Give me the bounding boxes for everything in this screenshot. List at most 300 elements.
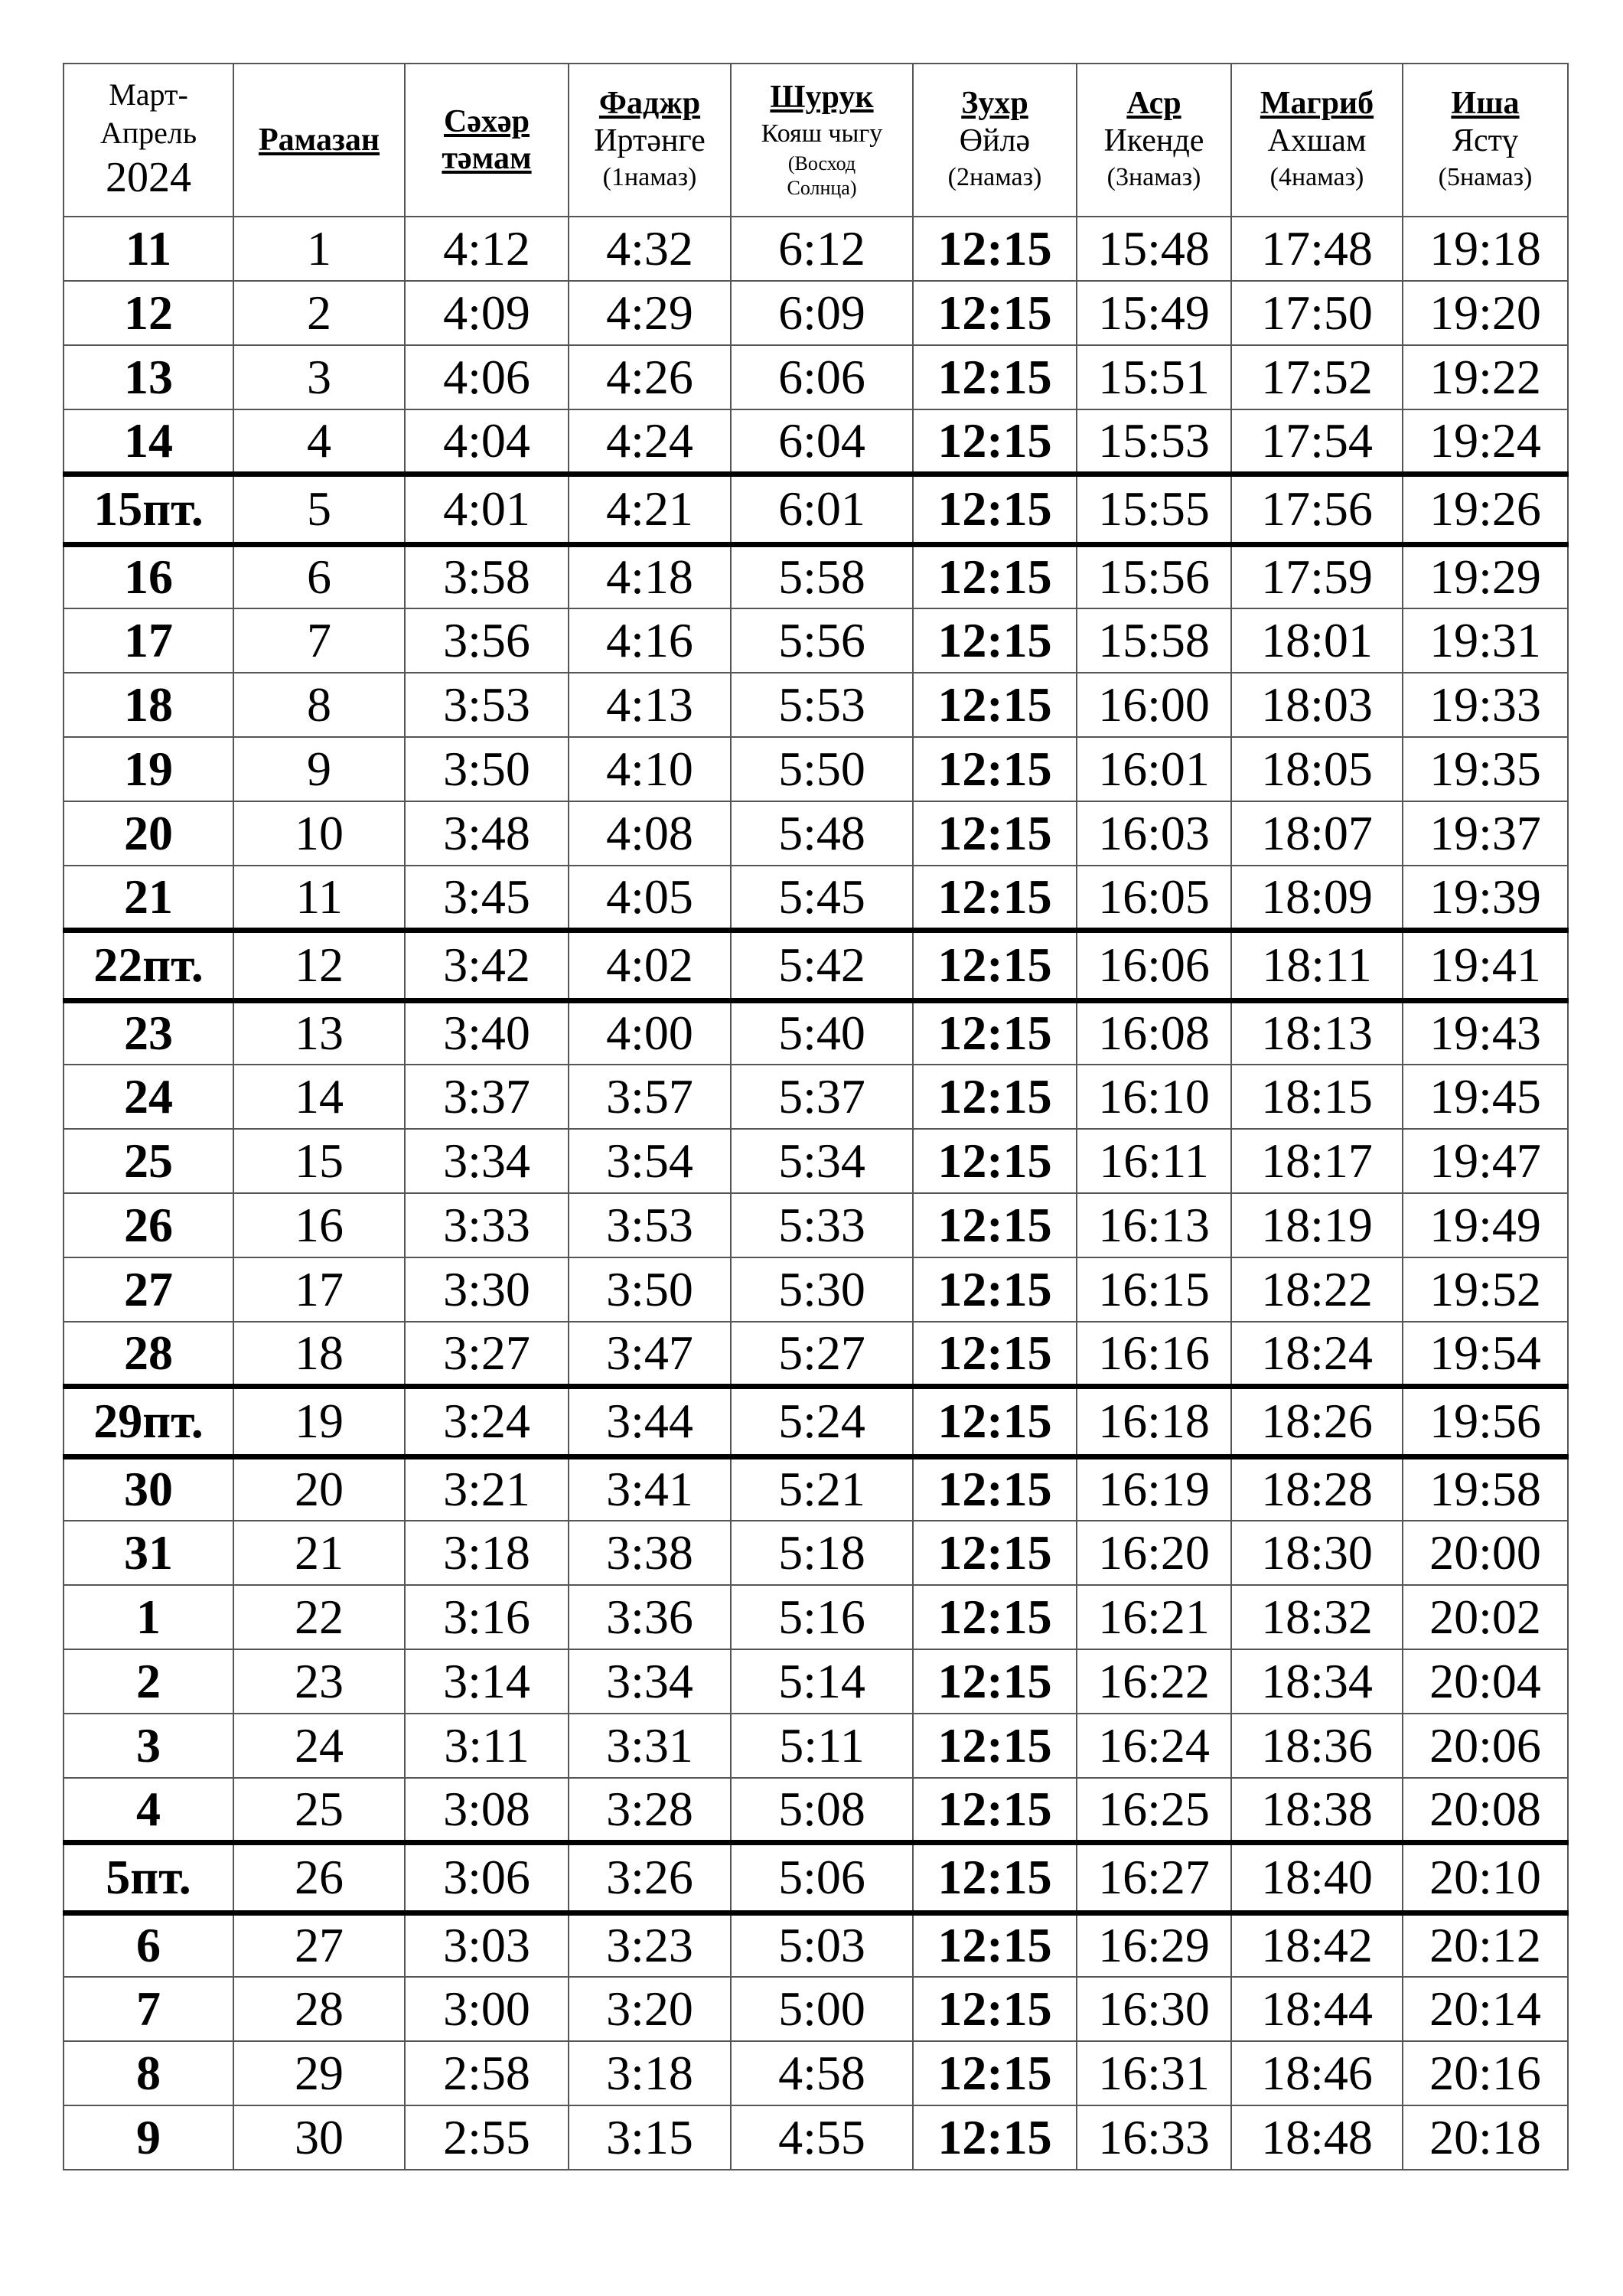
zuhr-time-cell: 12:15 [913,1129,1077,1193]
fajr-time-cell: 3:54 [569,1129,731,1193]
maghrib-time-cell: 18:48 [1231,2105,1403,2170]
zuhr-time-cell: 12:15 [913,1322,1077,1386]
sahar-time-cell: 3:27 [405,1322,569,1386]
zuhr-time-cell: 12:15 [913,1977,1077,2041]
ramadan-day-cell: 7 [233,608,405,673]
shuruk-time-cell: 5:24 [731,1386,913,1456]
date-cell: 5пт. [64,1842,233,1913]
asr-time-cell: 16:08 [1077,1000,1231,1065]
table-row [64,1842,1568,1913]
asr-time-cell: 16:22 [1077,1649,1231,1714]
zuhr-time-cell: 12:15 [913,2105,1077,2170]
date-cell: 21 [64,866,233,930]
table-header [64,64,1568,217]
header-ramadan [233,64,405,217]
fajr-time-cell: 3:57 [569,1065,731,1129]
fajr-time-cell: 3:41 [569,1456,731,1521]
zuhr-time-cell: 12:15 [913,1065,1077,1129]
asr-time-cell: 16:24 [1077,1714,1231,1778]
date-cell: 18 [64,673,233,737]
ramadan-day-cell: 12 [233,930,405,1000]
ramadan-day-cell: 4 [233,409,405,474]
maghrib-time-cell: 18:26 [1231,1386,1403,1456]
shuruk-time-cell: 5:11 [731,1714,913,1778]
isha-time-cell: 19:18 [1403,217,1568,281]
header-shuruk-tatar: Кояш чыгу [761,119,883,148]
fajr-time-cell: 4:24 [569,409,731,474]
sahar-time-cell: 3:40 [405,1000,569,1065]
zuhr-time-cell: 12:15 [913,1585,1077,1649]
isha-time-cell: 19:24 [1403,409,1568,474]
table-row [64,1521,1568,1585]
fajr-time-cell: 3:50 [569,1257,731,1322]
fajr-time-cell: 3:53 [569,1193,731,1257]
date-cell: 23 [64,1000,233,1065]
isha-time-cell: 19:56 [1403,1386,1568,1456]
maghrib-time-cell: 18:24 [1231,1322,1403,1386]
maghrib-time-cell: 18:11 [1231,930,1403,1000]
shuruk-time-cell: 6:09 [731,281,913,345]
table-row [64,1193,1568,1257]
sahar-time-cell: 3:03 [405,1913,569,1977]
fajr-time-cell: 4:02 [569,930,731,1000]
asr-time-cell: 16:31 [1077,2041,1231,2105]
date-cell: 27 [64,1257,233,1322]
fajr-time-cell: 4:08 [569,801,731,866]
asr-time-cell: 16:06 [1077,930,1231,1000]
header-maghrib-namaz: (4намаз) [1269,163,1364,192]
date-cell: 7 [64,1977,233,2041]
header-zuhr-label: Зухр [961,85,1028,121]
date-cell: 6 [64,1913,233,1977]
ramadan-day-cell: 16 [233,1193,405,1257]
maghrib-time-cell: 18:22 [1231,1257,1403,1322]
asr-time-cell: 16:18 [1077,1386,1231,1456]
maghrib-time-cell: 18:19 [1231,1193,1403,1257]
header-sahar [405,64,569,217]
table-row [64,930,1568,1000]
isha-time-cell: 20:10 [1403,1842,1568,1913]
maghrib-time-cell: 17:50 [1231,281,1403,345]
table-row [64,281,1568,345]
prayer-schedule-page [63,63,1567,2170]
fajr-time-cell: 3:44 [569,1386,731,1456]
maghrib-time-cell: 18:15 [1231,1065,1403,1129]
ramadan-day-cell: 1 [233,217,405,281]
ramadan-day-cell: 10 [233,801,405,866]
ramadan-day-cell: 23 [233,1649,405,1714]
sahar-time-cell: 3:30 [405,1257,569,1322]
asr-time-cell: 16:01 [1077,737,1231,801]
ramadan-day-cell: 18 [233,1322,405,1386]
ramadan-day-cell: 28 [233,1977,405,2041]
isha-time-cell: 19:35 [1403,737,1568,801]
header-sahar-line1: Сәхәр [444,103,530,139]
date-cell: 28 [64,1322,233,1386]
sahar-time-cell: 3:56 [405,608,569,673]
isha-time-cell: 20:06 [1403,1714,1568,1778]
shuruk-time-cell: 6:12 [731,217,913,281]
date-cell: 13 [64,345,233,409]
isha-time-cell: 19:31 [1403,608,1568,673]
isha-time-cell: 20:16 [1403,2041,1568,2105]
zuhr-time-cell: 12:15 [913,345,1077,409]
header-year: 2024 [106,154,191,202]
fajr-time-cell: 4:05 [569,866,731,930]
ramadan-day-cell: 2 [233,281,405,345]
shuruk-time-cell: 5:34 [731,1129,913,1193]
shuruk-time-cell: 5:58 [731,544,913,608]
asr-time-cell: 16:20 [1077,1521,1231,1585]
isha-time-cell: 19:20 [1403,281,1568,345]
table-row [64,1714,1568,1778]
isha-time-cell: 19:29 [1403,544,1568,608]
isha-time-cell: 20:00 [1403,1521,1568,1585]
date-cell: 8 [64,2041,233,2105]
table-row [64,1977,1568,2041]
header-fajr-label: Фаджр [598,85,701,121]
maghrib-time-cell: 18:44 [1231,1977,1403,2041]
zuhr-time-cell: 12:15 [913,1714,1077,1778]
zuhr-time-cell: 12:15 [913,1521,1077,1585]
fajr-time-cell: 4:32 [569,217,731,281]
shuruk-time-cell: 6:06 [731,345,913,409]
ramadan-day-cell: 30 [233,2105,405,2170]
header-month-year [64,64,233,217]
ramadan-day-cell: 17 [233,1257,405,1322]
shuruk-time-cell: 5:06 [731,1842,913,1913]
header-maghrib-label: Магриб [1260,85,1374,121]
asr-time-cell: 16:19 [1077,1456,1231,1521]
zuhr-time-cell: 12:15 [913,608,1077,673]
isha-time-cell: 19:22 [1403,345,1568,409]
zuhr-time-cell: 12:15 [913,866,1077,930]
date-cell: 31 [64,1521,233,1585]
asr-time-cell: 15:49 [1077,281,1231,345]
sahar-time-cell: 4:06 [405,345,569,409]
maghrib-time-cell: 18:42 [1231,1913,1403,1977]
zuhr-time-cell: 12:15 [913,1456,1077,1521]
date-cell: 17 [64,608,233,673]
asr-time-cell: 16:33 [1077,2105,1231,2170]
isha-time-cell: 19:58 [1403,1456,1568,1521]
maghrib-time-cell: 17:54 [1231,409,1403,474]
maghrib-time-cell: 18:36 [1231,1714,1403,1778]
date-cell: 14 [64,409,233,474]
fajr-time-cell: 4:29 [569,281,731,345]
table-row [64,217,1568,281]
sahar-time-cell: 3:58 [405,544,569,608]
sahar-time-cell: 4:12 [405,217,569,281]
maghrib-time-cell: 18:17 [1231,1129,1403,1193]
shuruk-time-cell: 5:03 [731,1913,913,1977]
table-row [64,474,1568,544]
date-cell: 20 [64,801,233,866]
sahar-time-cell: 3:11 [405,1714,569,1778]
shuruk-time-cell: 5:56 [731,608,913,673]
table-row [64,2105,1568,2170]
isha-time-cell: 19:49 [1403,1193,1568,1257]
zuhr-time-cell: 12:15 [913,930,1077,1000]
header-fajr-tatar: Иртәнге [594,123,706,158]
header-zuhr [913,64,1077,217]
zuhr-time-cell: 12:15 [913,1257,1077,1322]
isha-time-cell: 19:41 [1403,930,1568,1000]
zuhr-time-cell: 12:15 [913,474,1077,544]
fajr-time-cell: 3:15 [569,2105,731,2170]
asr-time-cell: 16:27 [1077,1842,1231,1913]
header-isha [1403,64,1568,217]
sahar-time-cell: 4:04 [405,409,569,474]
date-cell: 11 [64,217,233,281]
asr-time-cell: 16:29 [1077,1913,1231,1977]
shuruk-time-cell: 5:16 [731,1585,913,1649]
table-row [64,1913,1568,1977]
sahar-time-cell: 4:09 [405,281,569,345]
header-maghrib [1231,64,1403,217]
asr-time-cell: 15:58 [1077,608,1231,673]
table-row [64,673,1568,737]
shuruk-time-cell: 5:50 [731,737,913,801]
ramadan-day-cell: 5 [233,474,405,544]
maghrib-time-cell: 18:07 [1231,801,1403,866]
maghrib-time-cell: 18:28 [1231,1456,1403,1521]
sahar-time-cell: 3:33 [405,1193,569,1257]
asr-time-cell: 16:25 [1077,1778,1231,1842]
table-row [64,1000,1568,1065]
maghrib-time-cell: 17:56 [1231,474,1403,544]
ramadan-day-cell: 26 [233,1842,405,1913]
sahar-time-cell: 3:24 [405,1386,569,1456]
header-asr-namaz: (3намаз) [1106,163,1201,192]
shuruk-time-cell: 5:27 [731,1322,913,1386]
date-cell: 19 [64,737,233,801]
header-shuruk-russian-line2: Солнца) [787,177,857,200]
date-cell: 4 [64,1778,233,1842]
date-cell: 22пт. [64,930,233,1000]
header-shuruk [731,64,913,217]
fajr-time-cell: 4:13 [569,673,731,737]
shuruk-time-cell: 5:18 [731,1521,913,1585]
header-asr [1077,64,1231,217]
table-row [64,1257,1568,1322]
fajr-time-cell: 3:20 [569,1977,731,2041]
fajr-time-cell: 4:26 [569,345,731,409]
maghrib-time-cell: 18:13 [1231,1000,1403,1065]
maghrib-time-cell: 17:59 [1231,544,1403,608]
asr-time-cell: 16:00 [1077,673,1231,737]
zuhr-time-cell: 12:15 [913,1386,1077,1456]
shuruk-time-cell: 5:40 [731,1000,913,1065]
shuruk-time-cell: 5:45 [731,866,913,930]
date-cell: 24 [64,1065,233,1129]
shuruk-time-cell: 5:48 [731,801,913,866]
maghrib-time-cell: 18:01 [1231,608,1403,673]
maghrib-time-cell: 17:52 [1231,345,1403,409]
isha-time-cell: 19:52 [1403,1257,1568,1322]
fajr-time-cell: 3:34 [569,1649,731,1714]
asr-time-cell: 16:10 [1077,1065,1231,1129]
asr-time-cell: 15:51 [1077,345,1231,409]
ramadan-day-cell: 19 [233,1386,405,1456]
table-row [64,1065,1568,1129]
ramadan-day-cell: 8 [233,673,405,737]
ramadan-day-cell: 25 [233,1778,405,1842]
header-fajr-namaz: (1намаз) [602,163,697,192]
header-sahar-line2: тәмам [442,141,532,176]
header-zuhr-namaz: (2намаз) [947,163,1042,192]
ramadan-day-cell: 15 [233,1129,405,1193]
header-shuruk-label: Шурук [770,80,874,116]
date-cell: 15пт. [64,474,233,544]
shuruk-time-cell: 5:42 [731,930,913,1000]
sahar-time-cell: 3:48 [405,801,569,866]
isha-time-cell: 19:37 [1403,801,1568,866]
zuhr-time-cell: 12:15 [913,409,1077,474]
table-row [64,1322,1568,1386]
ramadan-day-cell: 20 [233,1456,405,1521]
sahar-time-cell: 2:55 [405,2105,569,2170]
header-zuhr-tatar: Өйлә [959,123,1031,158]
header-maghrib-tatar: Ахшам [1267,123,1367,158]
asr-time-cell: 16:30 [1077,1977,1231,2041]
maghrib-time-cell: 18:34 [1231,1649,1403,1714]
table-row [64,1585,1568,1649]
zuhr-time-cell: 12:15 [913,544,1077,608]
isha-time-cell: 19:47 [1403,1129,1568,1193]
maghrib-time-cell: 18:09 [1231,866,1403,930]
header-shuruk-russian-line1: (Восход [787,152,856,174]
zuhr-time-cell: 12:15 [913,801,1077,866]
maghrib-time-cell: 18:38 [1231,1778,1403,1842]
table-body [64,217,1568,2170]
maghrib-time-cell: 18:40 [1231,1842,1403,1913]
sahar-time-cell: 3:16 [405,1585,569,1649]
asr-time-cell: 16:05 [1077,866,1231,930]
fajr-time-cell: 3:23 [569,1913,731,1977]
sahar-time-cell: 2:58 [405,2041,569,2105]
ramadan-day-cell: 11 [233,866,405,930]
shuruk-time-cell: 6:04 [731,409,913,474]
zuhr-time-cell: 12:15 [913,281,1077,345]
sahar-time-cell: 3:37 [405,1065,569,1129]
asr-time-cell: 16:11 [1077,1129,1231,1193]
ramadan-day-cell: 14 [233,1065,405,1129]
fajr-time-cell: 3:26 [569,1842,731,1913]
fajr-time-cell: 3:38 [569,1521,731,1585]
isha-time-cell: 20:04 [1403,1649,1568,1714]
date-cell: 25 [64,1129,233,1193]
shuruk-time-cell: 5:30 [731,1257,913,1322]
maghrib-time-cell: 18:32 [1231,1585,1403,1649]
sahar-time-cell: 4:01 [405,474,569,544]
header-month-line2: Апрель [99,116,197,151]
ramadan-day-cell: 6 [233,544,405,608]
ramadan-day-cell: 13 [233,1000,405,1065]
date-cell: 1 [64,1585,233,1649]
ramadan-day-cell: 3 [233,345,405,409]
asr-time-cell: 15:56 [1077,544,1231,608]
zuhr-time-cell: 12:15 [913,1193,1077,1257]
isha-time-cell: 19:54 [1403,1322,1568,1386]
asr-time-cell: 15:53 [1077,409,1231,474]
shuruk-time-cell: 5:53 [731,673,913,737]
isha-time-cell: 19:45 [1403,1065,1568,1129]
table-row [64,2041,1568,2105]
asr-time-cell: 15:55 [1077,474,1231,544]
zuhr-time-cell: 12:15 [913,217,1077,281]
maghrib-time-cell: 18:30 [1231,1521,1403,1585]
sahar-time-cell: 3:08 [405,1778,569,1842]
isha-time-cell: 19:33 [1403,673,1568,737]
table-row [64,1129,1568,1193]
maghrib-time-cell: 18:05 [1231,737,1403,801]
isha-time-cell: 20:08 [1403,1778,1568,1842]
table-row [64,608,1568,673]
sahar-time-cell: 3:53 [405,673,569,737]
asr-time-cell: 16:15 [1077,1257,1231,1322]
sahar-time-cell: 3:21 [405,1456,569,1521]
header-ramadan-label: Рамазан [258,122,380,158]
isha-time-cell: 19:39 [1403,866,1568,930]
fajr-time-cell: 3:28 [569,1778,731,1842]
sahar-time-cell: 3:45 [405,866,569,930]
header-isha-label: Иша [1451,85,1520,121]
isha-time-cell: 20:12 [1403,1913,1568,1977]
date-cell: 12 [64,281,233,345]
header-isha-tatar: Ястү [1452,123,1518,158]
fajr-time-cell: 4:18 [569,544,731,608]
table-row [64,409,1568,474]
maghrib-time-cell: 18:03 [1231,673,1403,737]
ramadan-day-cell: 29 [233,2041,405,2105]
table-row [64,345,1568,409]
sahar-time-cell: 3:14 [405,1649,569,1714]
header-isha-namaz: (5намаз) [1438,163,1533,192]
sahar-time-cell: 3:34 [405,1129,569,1193]
shuruk-time-cell: 5:21 [731,1456,913,1521]
table-row [64,544,1568,608]
asr-time-cell: 15:48 [1077,217,1231,281]
zuhr-time-cell: 12:15 [913,673,1077,737]
header-row [64,64,1568,217]
isha-time-cell: 20:02 [1403,1585,1568,1649]
fajr-time-cell: 4:16 [569,608,731,673]
fajr-time-cell: 3:36 [569,1585,731,1649]
date-cell: 30 [64,1456,233,1521]
zuhr-time-cell: 12:15 [913,1778,1077,1842]
prayer-times-table [63,63,1569,2170]
date-cell: 3 [64,1714,233,1778]
shuruk-time-cell: 5:37 [731,1065,913,1129]
date-cell: 16 [64,544,233,608]
isha-time-cell: 20:18 [1403,2105,1568,2170]
ramadan-day-cell: 21 [233,1521,405,1585]
fajr-time-cell: 3:47 [569,1322,731,1386]
shuruk-time-cell: 6:01 [731,474,913,544]
zuhr-time-cell: 12:15 [913,2041,1077,2105]
maghrib-time-cell: 17:48 [1231,217,1403,281]
shuruk-time-cell: 4:55 [731,2105,913,2170]
sahar-time-cell: 3:00 [405,1977,569,2041]
date-cell: 29пт. [64,1386,233,1456]
fajr-time-cell: 3:31 [569,1714,731,1778]
table-row [64,801,1568,866]
zuhr-time-cell: 12:15 [913,1000,1077,1065]
isha-time-cell: 19:43 [1403,1000,1568,1065]
header-fajr [569,64,731,217]
table-row [64,866,1568,930]
